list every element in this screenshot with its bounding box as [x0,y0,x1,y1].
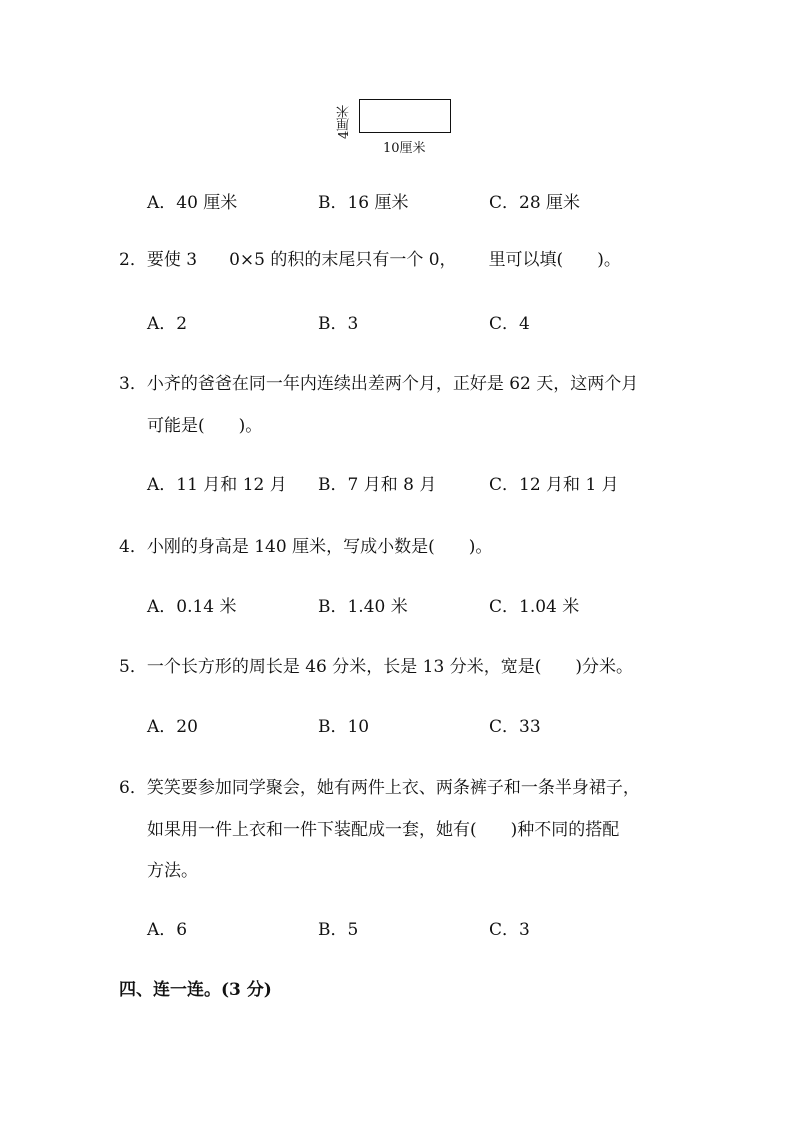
q2-option-c[interactable]: C．4 [489,314,530,334]
q2-text-part1: 要使 3 [146,250,198,270]
q4-option-b[interactable]: B．1.40 米 [318,597,408,617]
q3-option-c[interactable]: C．12 月和 1 月 [489,475,619,495]
q4-text-line1: 小刚的身高是 140 厘米，写成小数是( )。 [146,537,493,557]
q3-option-b[interactable]: B．7 月和 8 月 [318,475,437,495]
q2-blank-box [203,250,223,268]
q3-number: 3． [119,374,147,394]
q2-blank-box-2 [463,250,483,268]
q3-text-line1: 小齐的爸爸在同一年内连续出差两个月，正好是 62 天，这两个月 [146,374,639,394]
q4-stem [119,532,492,557]
q1-option-c[interactable]: C．28 厘米 [489,193,581,213]
q4-option-a[interactable]: A．0.14 米 [147,597,237,617]
q4-number: 4． [119,537,147,557]
q5-stem [119,652,633,677]
q1-option-b[interactable]: B．16 厘米 [318,193,409,213]
q6-option-c[interactable]: C．3 [489,920,530,940]
q5-option-a[interactable]: A．20 [147,717,198,737]
figure-width-label: 10厘米 [383,141,426,156]
q2-number: 2． [119,250,147,270]
q2-option-a[interactable]: A．2 [147,314,188,334]
q3-text-line2: 可能是( )。 [147,416,263,436]
q1-option-a[interactable]: A．40 厘米 [147,193,238,213]
q5-option-c[interactable]: C．33 [489,717,541,737]
section-4-heading: 四、连一连。(3 分) [119,980,272,1000]
q2-text-part3: 里可以填( )。 [488,250,621,270]
q6-text-line1: 笑笑要参加同学聚会，她有两件上衣、两条裤子和一条半身裙子， [146,778,640,798]
q6-text-line3: 方法。 [147,861,198,881]
q2-stem [119,245,621,270]
q2-option-b[interactable]: B．3 [318,314,359,334]
rectangle-figure [359,99,451,133]
q6-text-line2: 如果用一件上衣和一件下装配成一套，她有( )种不同的搭配 [147,820,620,840]
figure-height-label: 4厘米 [337,104,352,140]
q6-option-b[interactable]: B．5 [318,920,359,940]
q4-option-c[interactable]: C．1.04 米 [489,597,580,617]
q5-text-line1: 一个长方形的周长是 46 分米，长是 13 分米，宽是( )分米。 [146,657,633,677]
q5-number: 5． [119,657,147,677]
q3-option-a[interactable]: A．11 月和 12 月 [147,475,287,495]
q2-text-part2: 0×5 的积的末尾只有一个 0， [229,250,457,270]
q5-option-b[interactable]: B．10 [318,717,370,737]
q3-stem-line1 [119,369,638,394]
q6-option-a[interactable]: A．6 [147,920,188,940]
q6-number: 6． [119,778,147,798]
q6-stem-line1 [119,773,640,798]
